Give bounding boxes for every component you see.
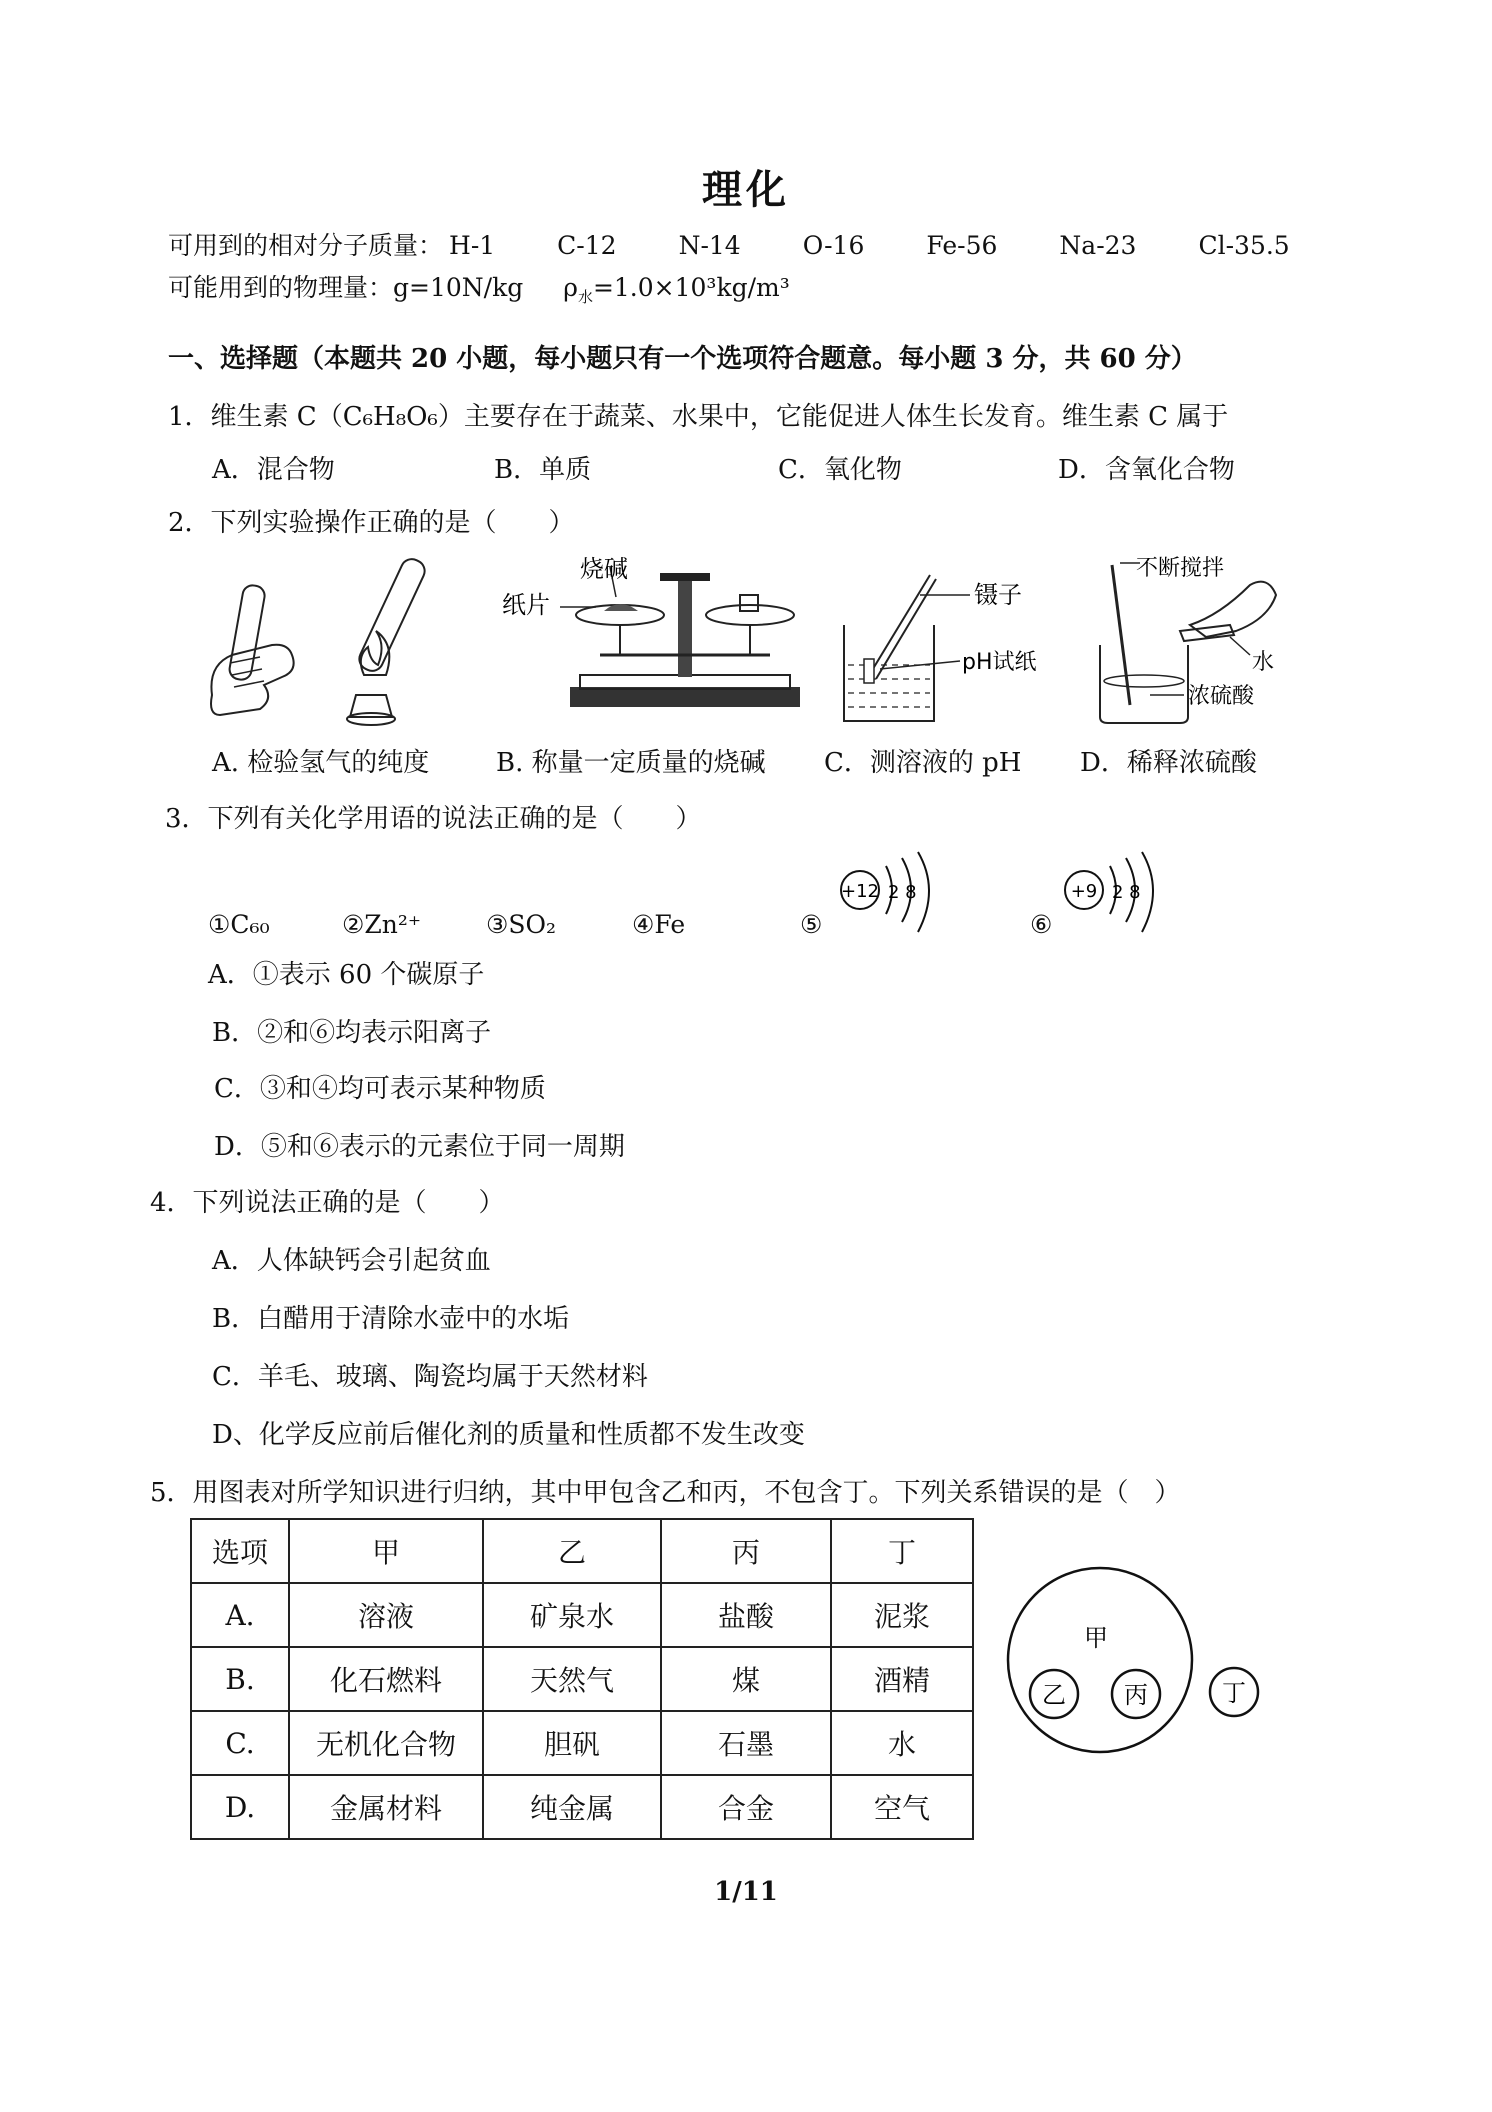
hand-test-tube-illustration bbox=[211, 584, 294, 715]
question-5-stem: 5．用图表对所学知识进行归纳，其中甲包含乙和丙，不包含丁。下列关系错误的是（ ） bbox=[150, 1478, 1181, 1508]
table-cell: 无机化合物 bbox=[289, 1711, 483, 1775]
q3-option-a: A．①表示 60 个碳原子 bbox=[208, 960, 485, 990]
atom-structure-6 bbox=[1054, 848, 1164, 938]
question-1-stem: 1．维生素 C（C₆H₈O₆）主要存在于蔬菜、水果中，它能促进人体生长发育。维生素 C 属于 bbox=[168, 402, 1229, 432]
table-row bbox=[191, 1583, 973, 1647]
venn-jia-circle bbox=[1008, 1568, 1192, 1752]
ph-test-illustration bbox=[844, 575, 970, 721]
q4-option-c: C．羊毛、玻璃、陶瓷均属于天然材料 bbox=[212, 1362, 648, 1392]
table-header-cell: 甲 bbox=[289, 1519, 483, 1583]
label-acid: 浓硫酸 bbox=[1188, 684, 1255, 709]
question-3-stem: 3．下列有关化学用语的说法正确的是（ ） bbox=[165, 804, 702, 834]
table-cell: A. bbox=[191, 1583, 289, 1647]
table-header-cell: 选项 bbox=[191, 1519, 289, 1583]
tube-over-burner-illustration bbox=[347, 556, 428, 725]
classification-table bbox=[190, 1518, 974, 1840]
rho-symbol: ρ bbox=[563, 273, 578, 302]
q1-option-d: D．含氧化合物 bbox=[1058, 455, 1235, 485]
physics-constants-line bbox=[168, 268, 790, 307]
venn-jia-label: 甲 bbox=[1084, 1624, 1108, 1652]
table-cell: 金属材料 bbox=[289, 1775, 483, 1839]
label-water: 水 bbox=[1252, 650, 1275, 675]
symbol-zn2plus: ②Zn²⁺ bbox=[342, 910, 422, 939]
table-header-cell: 乙 bbox=[483, 1519, 661, 1583]
table-cell: 溶液 bbox=[289, 1583, 483, 1647]
mass-fe: Fe-56 bbox=[926, 231, 998, 260]
table-cell: D. bbox=[191, 1775, 289, 1839]
rho-value: =1.0×10³kg/m³ bbox=[592, 273, 790, 302]
label-stir: 不断搅拌 bbox=[1136, 556, 1225, 581]
table-cell: 矿泉水 bbox=[483, 1583, 661, 1647]
label-niezi: 镊子 bbox=[974, 581, 1022, 609]
table-header-cell: 丙 bbox=[661, 1519, 831, 1583]
table-cell: B. bbox=[191, 1647, 289, 1711]
table-row bbox=[191, 1711, 973, 1775]
mass-na: Na-23 bbox=[1059, 231, 1137, 260]
symbol-c60: ①C₆₀ bbox=[208, 910, 270, 939]
q2-option-c: C．测溶液的 pH bbox=[824, 748, 1022, 778]
label-ph-paper: pH试纸 bbox=[962, 650, 1037, 675]
g-constant: g=10N/kg bbox=[393, 273, 524, 302]
table-cell: 化石燃料 bbox=[289, 1647, 483, 1711]
table-cell: 纯金属 bbox=[483, 1775, 661, 1839]
question-2-apparatus-figure bbox=[200, 555, 1310, 735]
table-row bbox=[191, 1647, 973, 1711]
table-cell: C. bbox=[191, 1711, 289, 1775]
question-1-options bbox=[0, 449, 1492, 483]
rho-subscript: 水 bbox=[577, 288, 593, 306]
symbol-so2: ③SO₂ bbox=[486, 910, 557, 939]
q2-option-d: D．稀释浓硫酸 bbox=[1080, 748, 1257, 778]
table-header-row bbox=[191, 1519, 973, 1583]
q1-option-b: B．单质 bbox=[494, 455, 592, 485]
section-heading: 一、选择题（本题共 20 小题，每小题只有一个选项符合题意。每小题 3 分，共 60 分） bbox=[168, 344, 1197, 374]
table-cell: 空气 bbox=[831, 1775, 973, 1839]
q1-option-c: C．氧化物 bbox=[778, 455, 902, 485]
mass-h: H-1 bbox=[449, 231, 496, 260]
venn-diagram bbox=[1000, 1560, 1290, 1770]
mass-n: N-14 bbox=[678, 231, 741, 260]
q1-option-a: A．混合物 bbox=[212, 455, 335, 485]
mass-cl: Cl-35.5 bbox=[1198, 231, 1290, 260]
q4-option-b: B．白醋用于清除水壶中的水垢 bbox=[212, 1304, 570, 1334]
label-shaojian: 烧碱 bbox=[580, 555, 628, 583]
label-zhipian: 纸片 bbox=[502, 591, 550, 619]
q2-option-a: A. 检验氢气的纯度 bbox=[212, 748, 430, 778]
q4-option-d: D、化学反应前后催化剂的质量和性质都不发生改变 bbox=[212, 1420, 805, 1450]
table-cell: 酒精 bbox=[831, 1647, 973, 1711]
physics-label: 可能用到的物理量： bbox=[168, 273, 394, 302]
table-cell: 煤 bbox=[661, 1647, 831, 1711]
venn-bing-label: 丙 bbox=[1124, 1681, 1148, 1709]
mass-o: O-16 bbox=[802, 231, 865, 260]
q3-option-d: D．⑤和⑥表示的元素位于同一周期 bbox=[214, 1132, 625, 1162]
q3-option-b: B．②和⑥均表示阳离子 bbox=[212, 1018, 492, 1048]
venn-yi-label: 乙 bbox=[1042, 1681, 1066, 1709]
q2-option-b: B. 称量一定质量的烧碱 bbox=[496, 748, 766, 778]
question-4-stem: 4．下列说法正确的是（ ） bbox=[150, 1188, 505, 1218]
nucleus-6-charge: +9 bbox=[1070, 881, 1098, 902]
symbol-6: ⑥ bbox=[1030, 910, 1053, 939]
mass-label: 可用到的相对分子质量： bbox=[168, 231, 444, 260]
table-cell: 泥浆 bbox=[831, 1583, 973, 1647]
question-2-stem: 2．下列实验操作正确的是（ ） bbox=[168, 508, 575, 538]
table-header-cell: 丁 bbox=[831, 1519, 973, 1583]
symbol-fe: ④Fe bbox=[632, 910, 686, 939]
table-cell: 天然气 bbox=[483, 1647, 661, 1711]
nucleus-5-charge: +12 bbox=[841, 881, 879, 902]
table-cell: 胆矾 bbox=[483, 1711, 661, 1775]
page-number: 1/11 bbox=[714, 1877, 778, 1907]
table-cell: 合金 bbox=[661, 1775, 831, 1839]
shells-5: 2 8 bbox=[888, 882, 917, 903]
question-3-symbols bbox=[0, 910, 1492, 946]
q4-option-a: A．人体缺钙会引起贫血 bbox=[212, 1246, 491, 1276]
table-cell: 水 bbox=[831, 1711, 973, 1775]
symbol-5: ⑤ bbox=[800, 910, 823, 939]
table-cell: 盐酸 bbox=[661, 1583, 831, 1647]
shells-6: 2 8 bbox=[1112, 882, 1141, 903]
question-2-options bbox=[0, 742, 1492, 776]
atomic-mass-line bbox=[168, 226, 1352, 262]
page-title: 理化 bbox=[702, 166, 790, 213]
mass-c: C-12 bbox=[557, 231, 617, 260]
table-cell: 石墨 bbox=[661, 1711, 831, 1775]
atom-structure-5 bbox=[830, 848, 940, 938]
table-row bbox=[191, 1775, 973, 1839]
venn-ding-label: 丁 bbox=[1222, 1679, 1246, 1707]
balance-illustration bbox=[560, 567, 800, 707]
q3-option-c: C．③和④均可表示某种物质 bbox=[214, 1074, 546, 1104]
